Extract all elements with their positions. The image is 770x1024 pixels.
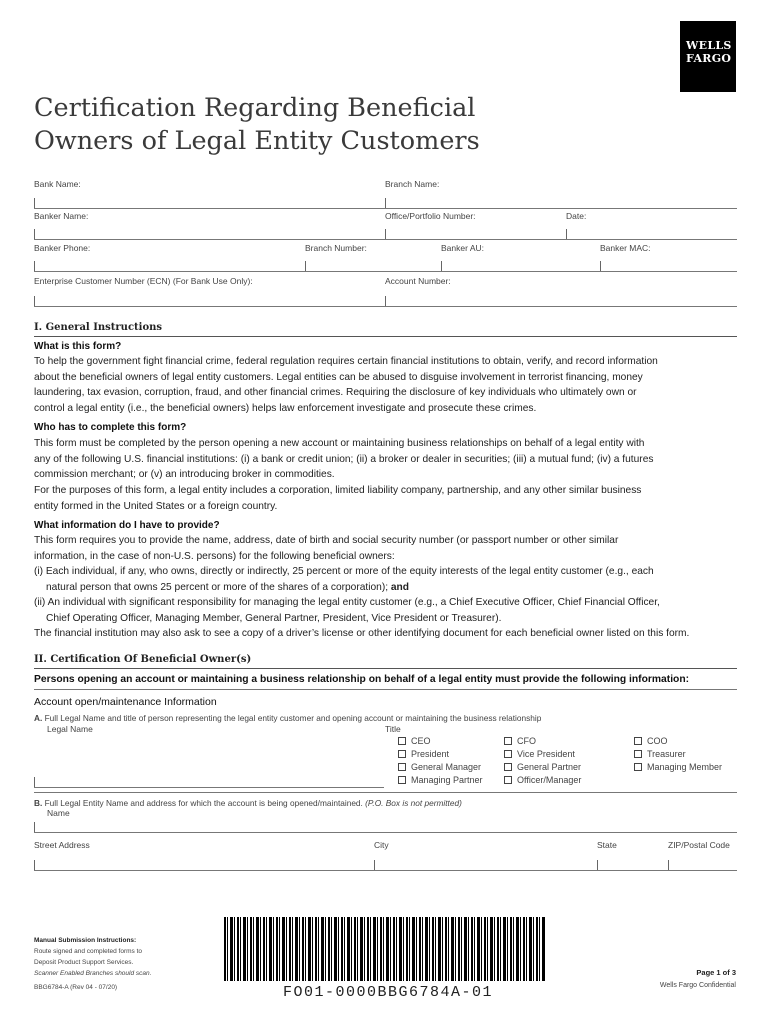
lead-divider xyxy=(34,689,737,690)
logo-line-2: FARGO xyxy=(686,52,732,65)
checkbox-managing-member[interactable] xyxy=(634,761,722,774)
checkbox-officer-manager[interactable] xyxy=(504,774,581,787)
question-who-completes: Who has to complete this form? xyxy=(34,422,187,433)
text-line: about the beneficial owners of legal entity customers. Legal entities can be abused to disguise involvement in terrorist financing, money xyxy=(34,371,643,383)
text-line: This form requires you to provide the name, address, date of birth and social security number (or passport number or other similar xyxy=(34,535,619,546)
text-line: any of the following U.S. financial institutions: (i) a bank or credit union; (ii) a broker or dealer in securities; (iii) a mutual fund; (iv) a futures xyxy=(34,453,654,465)
paragraph-who xyxy=(34,436,744,483)
branch-number-field[interactable] xyxy=(305,261,306,271)
barcode-text: FO01-0000BBG6784A-01 xyxy=(283,984,494,1001)
paragraph-info xyxy=(34,533,744,642)
banker-name-field[interactable] xyxy=(34,229,35,239)
text-line: For the purposes of this form, a legal entity includes a corporation, limited liability company, partnership, and any other similar business xyxy=(34,485,642,496)
ecn-field[interactable] xyxy=(34,296,35,306)
checkbox-box[interactable] xyxy=(504,737,512,745)
entity-name-label: Name xyxy=(47,808,70,818)
title-options-col-1 xyxy=(398,735,483,787)
list-item-1: (i) Each individual, if any, who owns, directly or indirectly, 25 percent or more of the equity interests of the legal entity customer (e.g., each xyxy=(34,566,654,577)
legal-name-label: Legal Name xyxy=(47,724,93,734)
ecn-label: Enterprise Customer Number (ECN) (For Bank Use Only): xyxy=(34,276,253,286)
paragraph-purpose xyxy=(34,354,744,416)
form-id: BBG6784-A (Rev 04 - 07/20) xyxy=(34,984,118,991)
title-options-col-2 xyxy=(504,735,581,787)
checkbox-label: Managing Member xyxy=(647,762,723,772)
logo-line-1: WELLS xyxy=(686,39,732,52)
checkbox-general-manager[interactable] xyxy=(398,761,483,774)
checkbox-box[interactable] xyxy=(634,763,642,771)
branch-number-label: Branch Number: xyxy=(305,243,367,253)
text-span: Full Legal Entity Name and address for which the account is being opened/maintained. xyxy=(42,798,366,808)
checkbox-label: Officer/Manager xyxy=(517,775,582,785)
wells-fargo-logo xyxy=(680,21,736,92)
banker-mac-field[interactable] xyxy=(600,261,601,271)
checkbox-ceo[interactable] xyxy=(398,735,483,748)
list-item-2-cont: Chief Operating Officer, Managing Member, General Partner, President, Vice President or Treasurer). xyxy=(46,612,502,624)
account-number-label: Account Number: xyxy=(385,276,451,286)
banker-mac-label: Banker MAC: xyxy=(600,243,651,253)
question-what-info: What information do I have to provide? xyxy=(34,520,220,531)
checkbox-label: Vice President xyxy=(517,749,575,759)
paragraph-legal-entity xyxy=(34,483,744,514)
text-line: To help the government fight financial crime, federal regulation requires certain financial institutions to obtain, verify, and record information xyxy=(34,356,658,367)
checkbox-vice-president[interactable] xyxy=(504,748,581,761)
text-line: information, in the case of non-U.S. persons) for the following beneficial owners: xyxy=(34,550,395,562)
city-field[interactable] xyxy=(374,860,375,870)
banker-au-label: Banker AU: xyxy=(441,243,484,253)
field-a-instruction xyxy=(34,713,541,723)
office-portfolio-label: Office/Portfolio Number: xyxy=(385,211,476,221)
legal-name-underline xyxy=(34,787,384,788)
page-title xyxy=(34,92,634,158)
entity-name-field[interactable] xyxy=(34,822,35,832)
state-label: State xyxy=(597,840,617,850)
checkbox-box[interactable] xyxy=(634,750,642,758)
checkbox-label: CEO xyxy=(411,736,431,746)
checkbox-cfo[interactable] xyxy=(504,735,581,748)
barcode xyxy=(224,917,546,981)
section-1-heading: I. General Instructions xyxy=(34,322,163,333)
section-2-lead: Persons opening an account or maintaining a business relationship on behalf of a legal entity must provide the following information: xyxy=(34,674,690,685)
checkbox-president[interactable] xyxy=(398,748,483,761)
checkbox-general-partner[interactable] xyxy=(504,761,581,774)
checkbox-label: General Partner xyxy=(517,762,582,772)
checkbox-managing-partner[interactable] xyxy=(398,774,483,787)
manual-line-2: Deposit Product Support Services. xyxy=(34,959,134,966)
branch-name-field[interactable] xyxy=(385,198,386,208)
zip-label: ZIP/Postal Code xyxy=(668,840,730,850)
text-span: Full Legal Name and title of person representing the legal entity customer and opening account or maintaining the business relationship xyxy=(42,713,542,723)
street-address-field[interactable] xyxy=(34,860,35,870)
zip-field[interactable] xyxy=(668,860,669,870)
paragraph-id-document: The financial institution may also ask to see a copy of a driver’s license or other identifying document for each beneficial owner listed on this form. xyxy=(34,628,690,639)
manual-submission-block xyxy=(34,935,151,993)
text-line: This form must be completed by the person opening a new account or maintaining business relationships on behalf of a legal entity with xyxy=(34,438,645,449)
row-divider xyxy=(34,792,737,793)
checkbox-box[interactable] xyxy=(504,776,512,784)
legal-name-field[interactable] xyxy=(34,777,35,787)
page-number: Page 1 of 3 xyxy=(696,968,736,977)
city-label: City xyxy=(374,840,389,850)
text-span: natural person that owns 25 percent or more of the shares of a corporation); xyxy=(46,581,391,593)
text-line: laundering, tax evasion, corruption, fraud, and other financial crimes. Requiring the disclosure of key individuals who ultimately own or xyxy=(34,387,637,398)
banker-name-label: Banker Name: xyxy=(34,211,89,221)
title-label: Title xyxy=(385,724,401,734)
row-divider xyxy=(34,271,737,272)
checkbox-treasurer[interactable] xyxy=(634,748,722,761)
row-divider xyxy=(34,832,737,833)
manual-submission-heading: Manual Submission Instructions: xyxy=(34,937,137,944)
text-line: control a legal entity (i.e., the beneficial owners) helps law enforcement investigate and prosecute these crimes. xyxy=(34,402,537,414)
checkbox-label: Managing Partner xyxy=(411,775,483,785)
po-box-note: (P.O. Box is not permitted) xyxy=(365,798,462,808)
text-line: commission merchant; or (v) an introducing broker in commodities. xyxy=(34,469,335,480)
branch-name-label: Branch Name: xyxy=(385,179,440,189)
checkbox-box[interactable] xyxy=(504,750,512,758)
checkbox-coo[interactable] xyxy=(634,735,722,748)
question-what-is-form: What is this form? xyxy=(34,341,122,352)
list-item-2: (ii) An individual with significant responsibility for managing the legal entity customer (e.g., a Chief Executive Officer, Chief Financial Officer, xyxy=(34,597,660,608)
field-b-letter: B. xyxy=(34,798,43,808)
checkbox-box[interactable] xyxy=(504,763,512,771)
list-item-1-cont xyxy=(34,580,744,596)
checkbox-box[interactable] xyxy=(398,763,406,771)
checkbox-label: President xyxy=(411,749,450,759)
title-line-1: Certification Regarding Beneficial xyxy=(34,93,476,123)
checkbox-label: COO xyxy=(647,736,668,746)
checkbox-label: Treasurer xyxy=(647,749,686,759)
row-divider xyxy=(34,239,737,240)
title-line-2: Owners of Legal Entity Customers xyxy=(34,126,480,156)
office-portfolio-field[interactable] xyxy=(385,229,386,239)
field-a-letter: A. xyxy=(34,713,43,723)
manual-line-3: Scanner Enabled Branches should scan. xyxy=(34,970,152,977)
checkbox-box[interactable] xyxy=(398,737,406,745)
date-label: Date: xyxy=(566,211,587,221)
checkbox-box[interactable] xyxy=(398,750,406,758)
section-divider xyxy=(34,668,737,669)
account-number-field[interactable] xyxy=(385,296,386,306)
bank-name-field[interactable] xyxy=(34,198,35,208)
banker-au-field[interactable] xyxy=(441,261,442,271)
row-divider xyxy=(34,870,737,871)
account-info-heading: Account open/maintenance Information xyxy=(34,696,217,708)
state-field[interactable] xyxy=(597,860,598,870)
confidential-label: Wells Fargo Confidential xyxy=(659,982,736,989)
section-divider xyxy=(34,336,737,337)
checkbox-label: CFO xyxy=(517,736,536,746)
checkbox-label: General Manager xyxy=(411,762,482,772)
checkbox-box[interactable] xyxy=(634,737,642,745)
bank-name-label: Bank Name: xyxy=(34,179,81,189)
street-address-label: Street Address xyxy=(34,840,90,850)
banker-phone-field[interactable] xyxy=(34,261,35,271)
row-divider xyxy=(34,306,737,307)
and-emphasis: and xyxy=(390,581,409,593)
field-b-instruction xyxy=(34,798,462,808)
title-options-col-3 xyxy=(634,735,722,774)
checkbox-box[interactable] xyxy=(398,776,406,784)
date-field[interactable] xyxy=(566,229,567,239)
manual-line-1: Route signed and completed forms to xyxy=(34,948,143,955)
text-line: entity formed in the United States or a foreign country. xyxy=(34,500,278,512)
section-2-heading: II. Certification Of Beneficial Owner(s) xyxy=(34,654,252,665)
row-divider xyxy=(34,208,737,209)
banker-phone-label: Banker Phone: xyxy=(34,243,91,253)
